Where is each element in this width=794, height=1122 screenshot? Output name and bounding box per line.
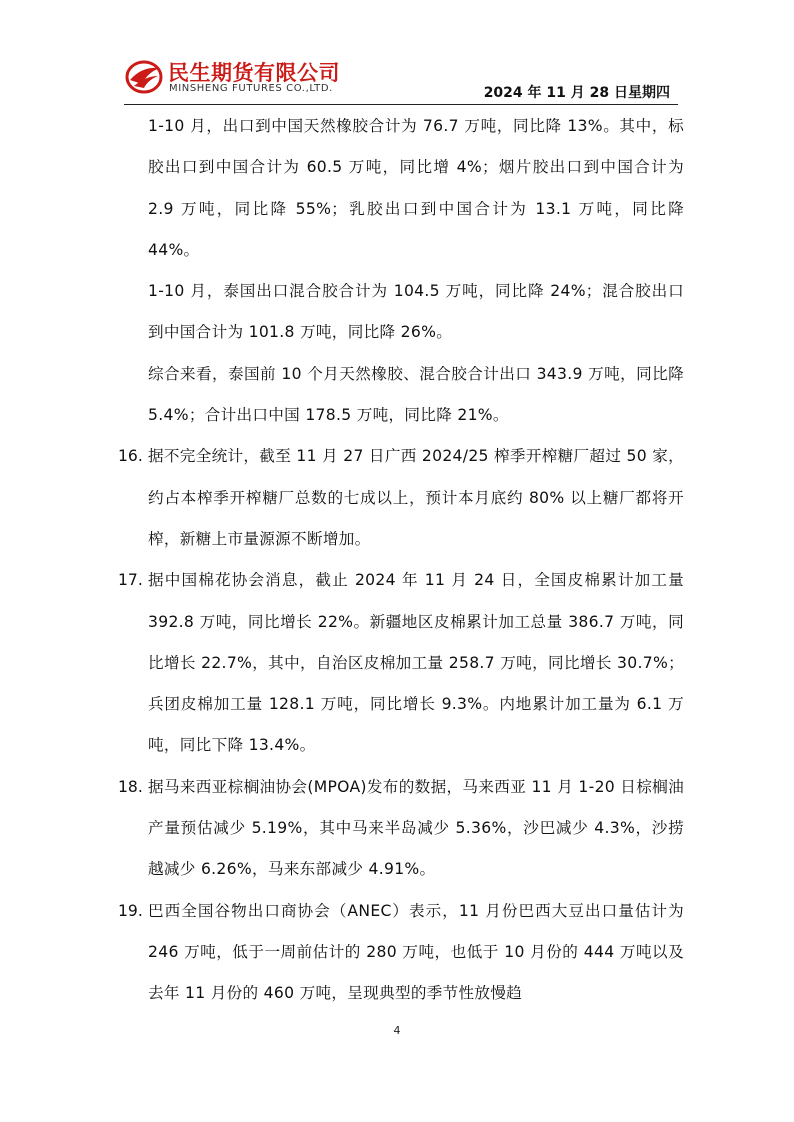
paragraph-mixed-rubber-export: 1-10 月，泰国出口混合胶合计为 104.5 万吨，同比降 24%；混合胶出口到中国合计为 101.8 万吨，同比降 26%。 — [148, 282, 684, 342]
list-item-text: 据中国棉花协会消息，截止 2024 年 11 月 24 日，全国皮棉累计加工量 392.8 万吨，同比增长 22%。新疆地区皮棉累计加工总量 386.7 万吨，同比增长 22.7%，其中，自治区皮棉加工量 258.7 万吨，同比增长 30.7%；兵团皮棉加工量 128.1 万吨，同比增长 9.3%。内地累计加工量为 6.1 万吨，同比下降 13.4%。 — [148, 571, 684, 755]
page-number: 4 — [393, 1024, 401, 1037]
paragraph-summary: 综合来看，泰国前 10 个月天然橡胶、混合胶合计出口 343.9 万吨，同比降 5.4%；合计出口中国 178.5 万吨，同比降 21%。 — [148, 364, 684, 425]
document-body — [118, 106, 684, 1015]
list-item-number: 17. — [118, 571, 143, 590]
list-item-text: 据马来西亚棕榈油协会(MPOA)发布的数据，马来西亚 11 月 1-20 日棕榈油产量预估减少 5.19%，其中马来半岛减少 5.36%，沙巴减少 4.3%，沙捞越减少 6.26%，马来东部减少 4.91%。 — [148, 777, 684, 879]
list-item-number: 16. — [118, 447, 143, 466]
list-item-text: 据不完全统计，截至 11 月 27 日广西 2024/25 榨季开榨糖厂超过 50 家，约占本榨季开榨糖厂总数的七成以上，预计本月底约 80% 以上糖厂都将开榨，新糖上市量源源不断增加。 — [148, 447, 684, 548]
page-header — [124, 52, 678, 105]
report-date: 2024 年 11 月 28 日星期四 — [483, 85, 670, 101]
company-name-en: MINSHENG FUTURES CO.,LTD. — [169, 83, 333, 94]
list-item-number: 18. — [118, 777, 143, 796]
list-item — [118, 436, 684, 560]
list-item — [118, 891, 684, 1015]
paragraph-rubber-export-china: 1-10 月，出口到中国天然橡胶合计为 76.7 万吨，同比降 13%。其中，标胶出口到中国合计为 60.5 万吨，同比增 4%；烟片胶出口到中国合计为 2.9 万吨，同比降 55%；乳胶出口到中国合计为 13.1 万吨，同比降 44%。 — [148, 117, 684, 259]
minsheng-logo-icon — [124, 56, 164, 96]
list-item — [118, 560, 684, 766]
company-name-cn: 民生期货有限公司 — [168, 61, 340, 85]
list-item-text: 巴西全国谷物出口商协会（ANEC）表示，11 月份巴西大豆出口量估计为 246 万吨，低于一周前估计的 280 万吨，也低于 10 月份的 444 万吨以及去年 11 月份的 460 万吨，呈现典型的季节性放慢趋 — [148, 901, 684, 1003]
list-item — [118, 767, 684, 891]
list-item-number: 19. — [118, 901, 143, 920]
